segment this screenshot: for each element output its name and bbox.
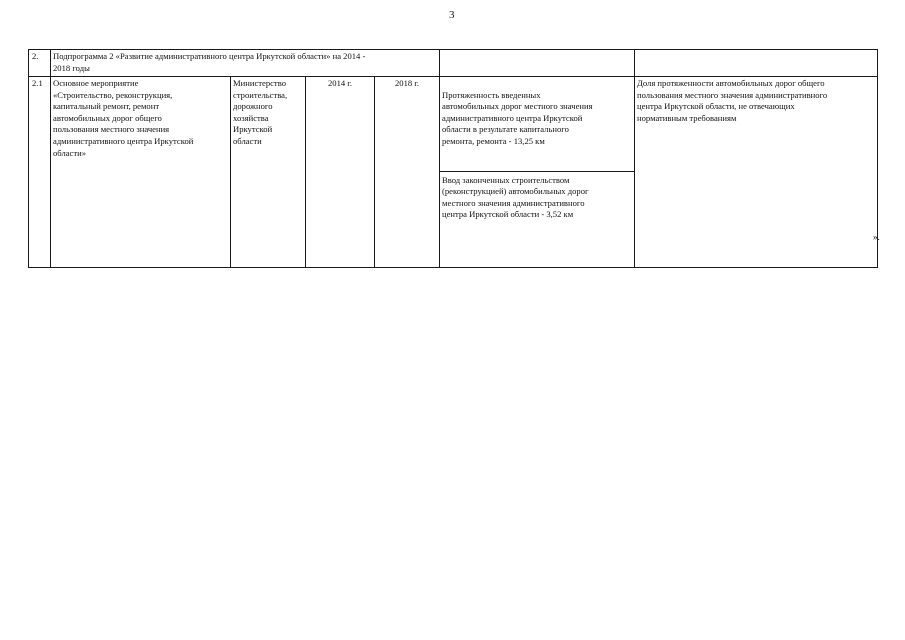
measure-indicators-cell <box>440 77 635 268</box>
measure-executor: Министерство строительства, дорожного хозяйства Иркутской области <box>231 77 306 268</box>
measure-row <box>29 77 878 268</box>
target-indicator: Доля протяженности автомобильных дорог общего пользования местного значения административного центра Иркутской области, не отвечающих нормативным требованиям <box>635 77 878 268</box>
closing-quote: ». <box>873 232 880 242</box>
measure-start-year: 2014 г. <box>306 77 375 268</box>
subprogram-empty-cell-2 <box>635 50 878 77</box>
indicator-new-construction: Ввод законченных строительством (реконструкцией) автомобильных дорог местного значения административного центра Иркутской области - 3,52 км <box>442 174 589 220</box>
measure-number: 2.1 <box>29 77 51 268</box>
subprogram-title: Подпрограмма 2 «Развитие административного центра Иркутской области» на 2014 - 2018 годы <box>51 50 440 77</box>
indicator-repair-length: Протяженность введенных автомобильных дорог местного значения административного центра Иркутской области в результате капитального ремонта, ремонта - 13,25 км <box>440 89 634 172</box>
measure-name: Основное мероприятие «Строительство, реконструкция, капитальный ремонт, ремонт автомобильных дорог общего пользования местного значения административного центра Иркутской области» <box>51 77 231 268</box>
subprogram-number: 2. <box>29 50 51 77</box>
page-number: 3 <box>449 9 455 21</box>
subprogram-empty-cell-1 <box>440 50 635 77</box>
program-table <box>28 49 878 268</box>
measure-end-year: 2018 г. <box>375 77 440 268</box>
subprogram-row <box>29 50 878 77</box>
